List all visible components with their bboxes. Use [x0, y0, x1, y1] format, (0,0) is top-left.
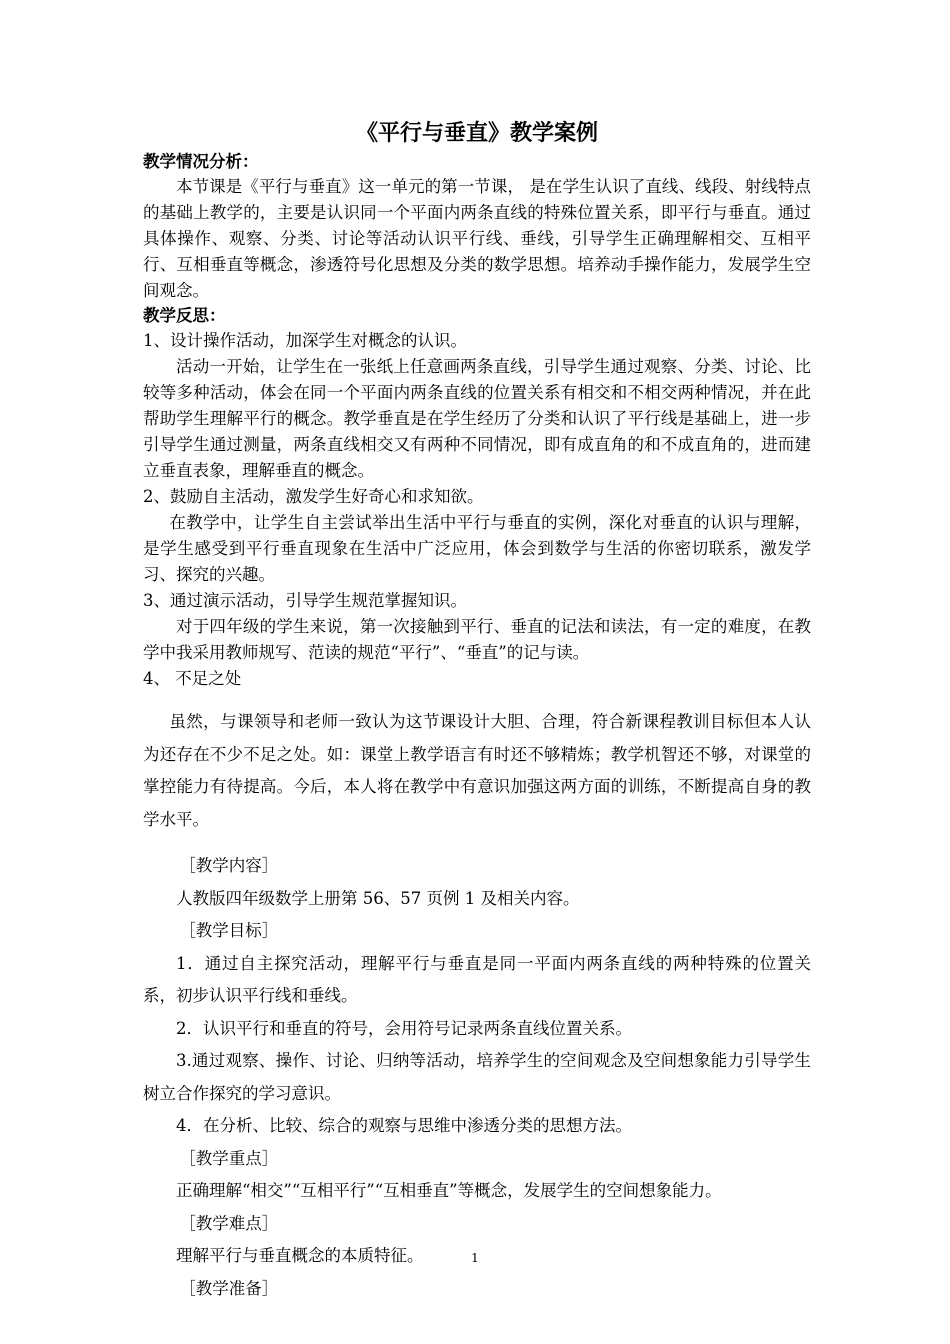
teaching-prep-heading: ［教学准备］ [179, 1278, 279, 1298]
analysis-paragraph: 本节课是《平行与垂直》这一单元的第一节课， 是在学生认识了直线、线段、射线特点的基础上教学的，主要是认识同一个平面内两条直线的特殊位置关系，即平行与垂直。通过具体操作、观察、分类、讨论等活动认识平行线、垂线，引导学生正确理解相交、互相平行、互相垂直等概念，渗透符号化思想及分类的数学思想。培养动手操作能力，发展学生空间观念。 [143, 177, 811, 300]
teaching-content-heading: ［教学内容］ [179, 856, 279, 875]
teaching-goal-2: 2．认识平行和垂直的符号，会用符号记录两条直线位置关系。 [176, 1018, 632, 1038]
teaching-goal-3: 3.通过观察、操作、讨论、归纳等活动，培养学生的空间观念及空间想象能力引导学生树立合作探究的学习意识。 [143, 1051, 811, 1103]
reflection-item3-title: 3、通过演示活动，引导学生规范掌握知识。 [143, 591, 467, 610]
reflection-item2-title: 2、鼓励自主活动，激发学生好奇心和求知欲。 [143, 487, 484, 506]
spacer [143, 836, 811, 850]
analysis-heading: 教学情况分析： [143, 152, 259, 171]
spacer [143, 692, 811, 706]
teaching-difficulty-text: 理解平行与垂直概念的本质特征。 [176, 1246, 424, 1265]
reflection-item4-title: 4、 不足之处 [143, 669, 242, 688]
teaching-key-text: 正确理解“相交”“互相平行”“互相垂直”等概念，发展学生的空间想象能力。 [176, 1181, 722, 1200]
teaching-goal-4: 4．在分析、比较、综合的观察与思维中渗透分类的思想方法。 [176, 1116, 632, 1135]
teaching-goal-1: 1．通过自主探究活动，理解平行与垂直是同一平面内两条直线的两种特殊的位置关系，初步认识平行线和垂线。 [143, 953, 811, 1005]
reflection-heading: 教学反思： [143, 306, 226, 325]
reflection-item2-text: 在教学中，让学生自主尝试举出生活中平行与垂直的实例，深化对垂直的认识与理解，是学生感受到平行垂直现象在生活中广泛应用，体会到数学与生活的你密切联系，激发学习、探究的兴趣。 [143, 513, 811, 584]
document-title: 《平行与垂直》教学案例 [355, 120, 598, 146]
teaching-difficulty-heading: ［教学难点］ [179, 1213, 279, 1233]
teaching-content-text: 人教版四年级数学上册第 56、57 页例 1 及相关内容。 [176, 888, 580, 908]
reflection-item4-text: 虽然，与课领导和老师一致认为这节课设计大胆、合理，符合新课程教训目标但本人认为还存在不少不足之处。如：课堂上教学语言有时还不够精炼；教学机智还不够，对课堂的掌控能力有待提高。今后，本人将在教学中有意识加强这两方面的训练，不断提高自身的教学水平。 [143, 712, 811, 829]
reflection-item1-text: 活动一开始，让学生在一张纸上任意画两条直线，引导学生通过观察、分类、讨论、比较等多种活动，体会在同一个平面内两条直线的位置关系有相交和不相交两种情况，并在此帮助学生理解平行的概念。教学垂直是在学生经历了分类和认识了平行线是基础上，进一步引导学生通过测量，两条直线相交又有两种不同情况，即有成直角的和不成直角的，进而建立垂直表象，理解垂直的概念。 [143, 357, 811, 480]
document-body [143, 118, 811, 1305]
teaching-goals-heading: ［教学目标］ [179, 921, 279, 940]
reflection-item3-text: 对于四年级的学生来说，第一次接触到平行、垂直的记法和读法，有一定的难度，在教学中我采用教师规写、范读的规范“平行”、“垂直”的记与读。 [143, 617, 811, 662]
reflection-item1-title: 1、设计操作活动，加深学生对概念的认识。 [143, 331, 467, 350]
teaching-key-heading: ［教学重点］ [179, 1148, 279, 1168]
page-number: 1 [471, 1251, 479, 1265]
